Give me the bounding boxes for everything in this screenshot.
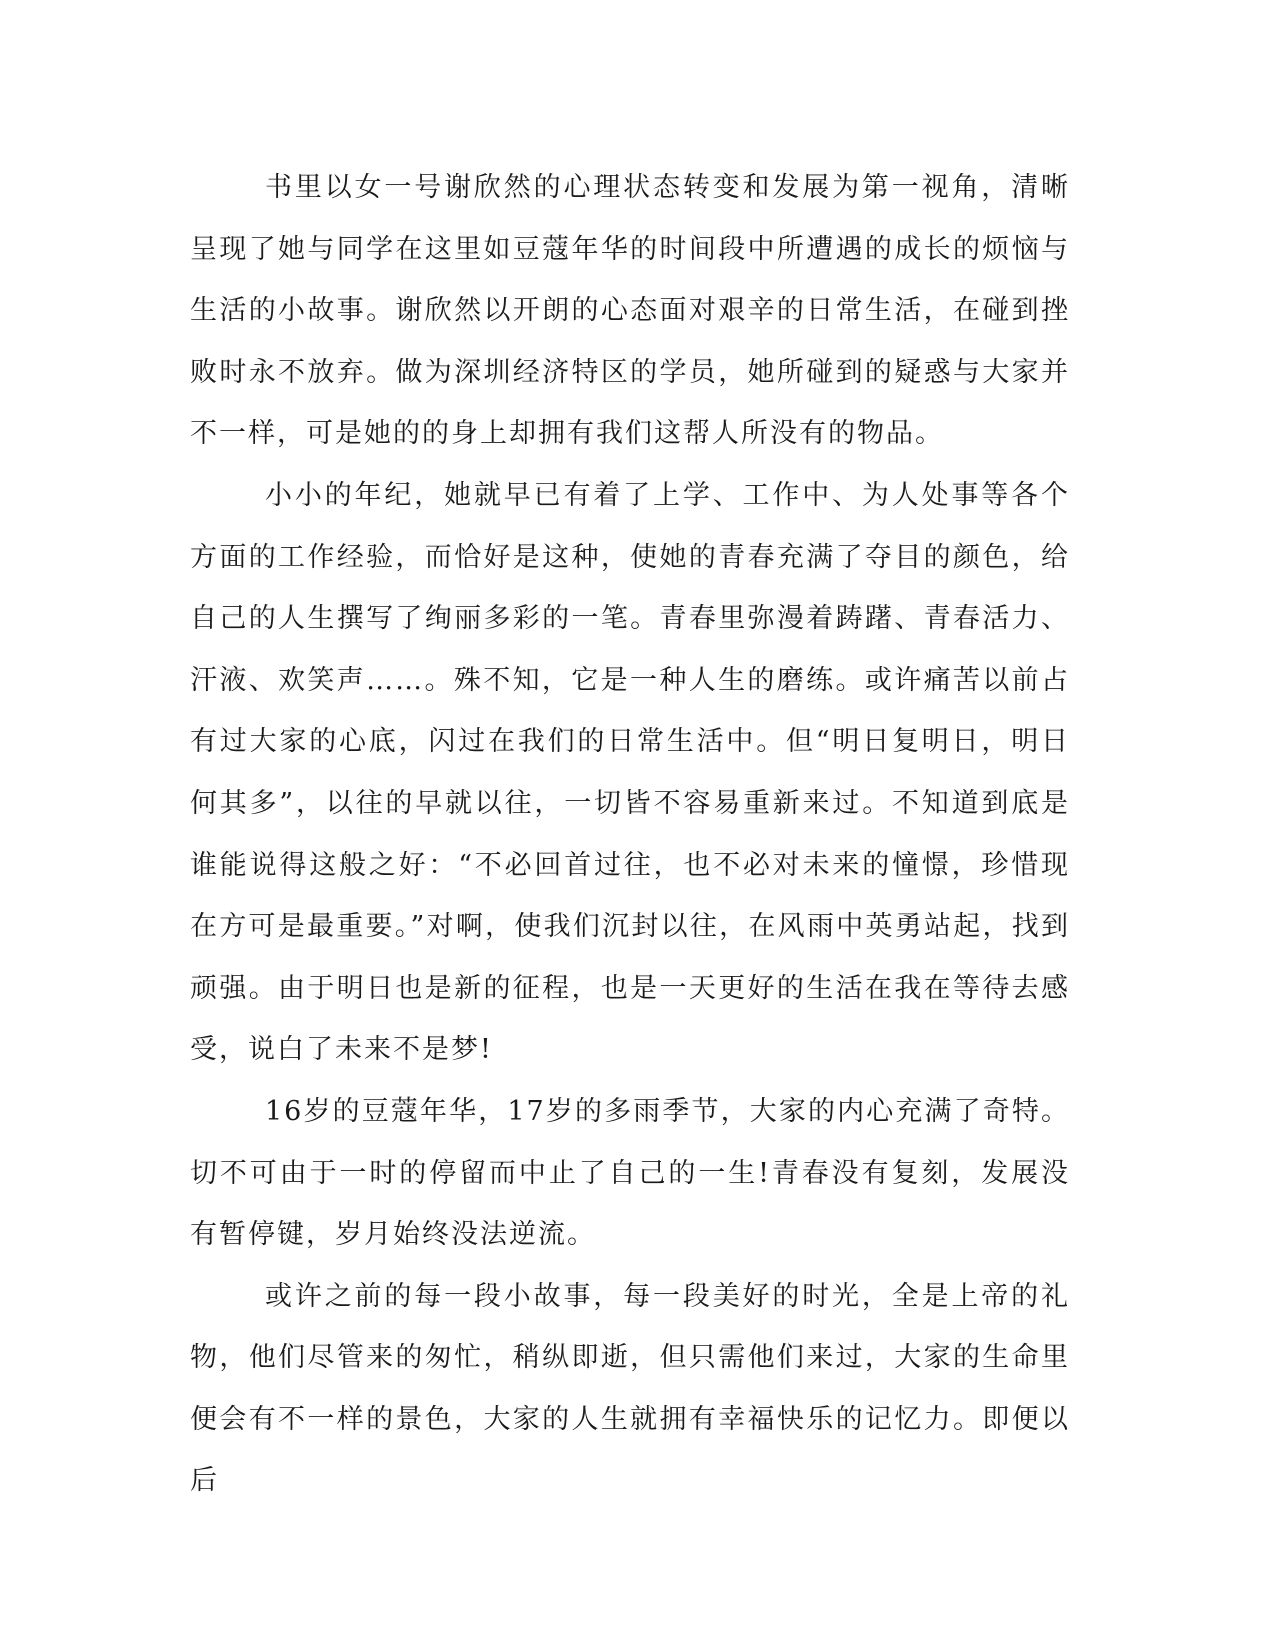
paragraph-4: 或许之前的每一段小故事，每一段美好的时光，全是上帝的礼物，他们尽管来的匆忙，稍纵即逝，但只需他们来过，大家的生命里便会有不一样的景色，大家的人生就拥有幸福快乐的记忆力。即便以后: [190, 1280, 1070, 1497]
paragraph-3: 16岁的豆蔻年华，17岁的多雨季节，大家的内心充满了奇特。切不可由于一时的停留而中止了自己的一生!青春没有复刻，发展没有暂停键，岁月始终没法逆流。: [190, 1095, 1070, 1251]
document-body: [190, 157, 1070, 1512]
paragraph-1: 书里以女一号谢欣然的心理状态转变和发展为第一视角，清晰呈现了她与同学在这里如豆蔻年华的时间段中所遭遇的成长的烦恼与生活的小故事。谢欣然以开朗的心态面对艰辛的日常生活，在碰到挫败时永不放弃。做为深圳经济特区的学员，她所碰到的疑惑与大家并不一样，可是她的的身上却拥有我们这帮人所没有的物品。: [190, 172, 1070, 450]
paragraph-2: 小小的年纪，她就早已有着了上学、工作中、为人处事等各个方面的工作经验，而恰好是这种，使她的青春充满了夺目的颜色，给自己的人生撰写了绚丽多彩的一笔。青春里弥漫着踌躇、青春活力、汗液、欢笑声……。殊不知，它是一种人生的磨练。或许痛苦以前占有过大家的心底，闪过在我们的日常生活中。但“明日复明日，明日何其多”，以往的早就以往，一切皆不容易重新来过。不知道到底是谁能说得这般之好：“不必回首过往，也不必对未来的憧憬，珍惜现在方可是最重要。”对啊，使我们沉封以往，在风雨中英勇站起，找到顽强。由于明日也是新的征程，也是一天更好的生活在我在等待去感受，说白了未来不是梦!: [190, 479, 1070, 1066]
